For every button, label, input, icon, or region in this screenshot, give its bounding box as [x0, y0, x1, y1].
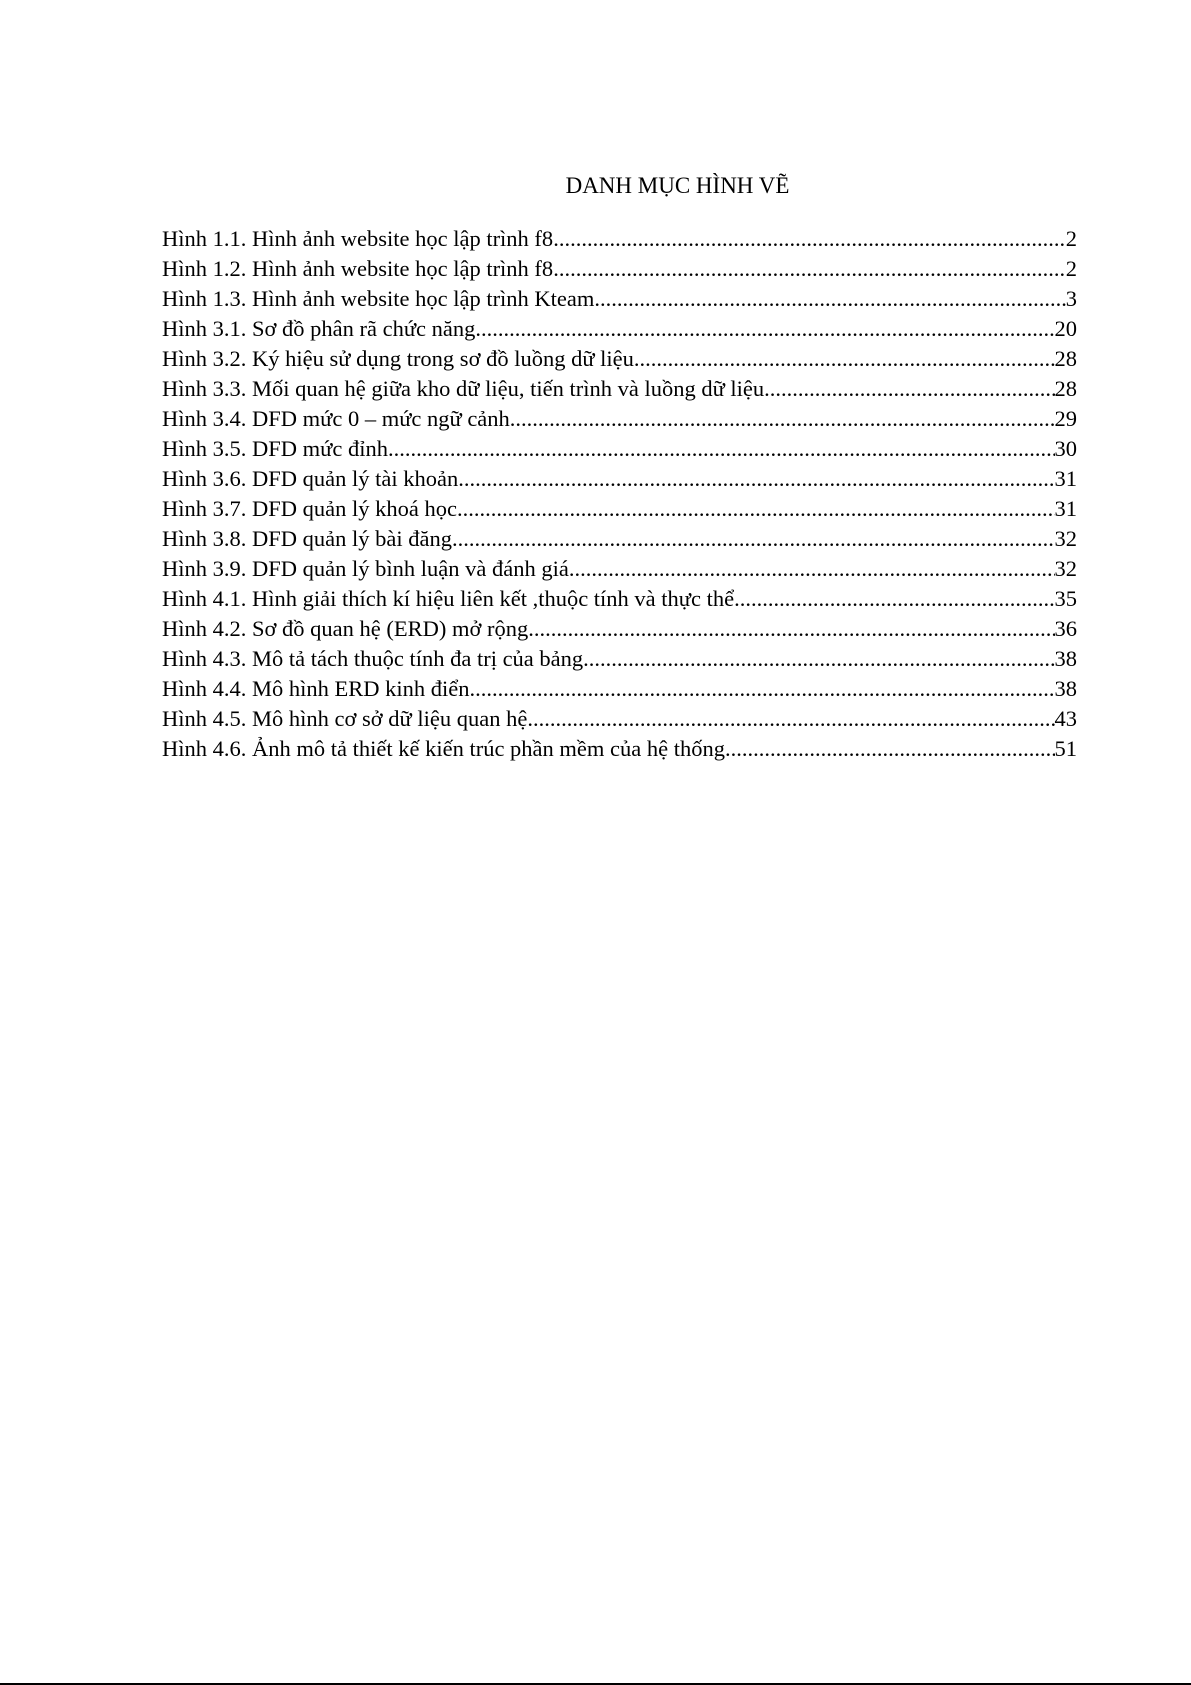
entry-label: Hình 4.2. Sơ đồ quan hệ (ERD) mở rộng — [162, 616, 529, 641]
list-item — [162, 284, 1077, 314]
entry-label: Hình 3.4. DFD mức 0 – mức ngữ cảnh — [162, 406, 510, 431]
dot-leader — [458, 464, 1054, 494]
list-item — [162, 524, 1077, 554]
list-item — [162, 584, 1077, 614]
entry-label: Hình 4.1. Hình giải thích kí hiệu liên kết ,thuộc tính và thực thể — [162, 586, 735, 611]
dot-leader — [457, 494, 1055, 524]
entry-page-number: 2 — [1065, 226, 1077, 251]
entry-label: Hình 3.9. DFD quản lý bình luận và đánh giá — [162, 556, 569, 581]
entry-page-number: 29 — [1054, 406, 1077, 431]
entry-label: Hình 4.5. Mô hình cơ sở dữ liệu quan hệ — [162, 706, 528, 731]
dot-leader — [764, 374, 1054, 404]
list-item — [162, 674, 1077, 704]
dot-leader — [594, 284, 1065, 314]
list-item — [162, 614, 1077, 644]
dot-leader — [734, 584, 1054, 614]
entry-page-number: 38 — [1054, 646, 1077, 671]
list-item — [162, 434, 1077, 464]
entry-label: Hình 4.3. Mô tả tách thuộc tính đa trị của bảng — [162, 646, 584, 671]
entry-label: Hình 4.6. Ảnh mô tả thiết kế kiến trúc phần mềm của hệ thống — [162, 736, 725, 761]
entry-label: Hình 3.6. DFD quản lý tài khoản — [162, 466, 459, 491]
dot-leader — [528, 614, 1054, 644]
dot-leader — [553, 224, 1066, 254]
entry-page-number: 32 — [1054, 556, 1077, 581]
entry-page-number: 31 — [1054, 496, 1077, 521]
list-item — [162, 554, 1077, 584]
list-item — [162, 734, 1077, 764]
entry-page-number: 36 — [1054, 616, 1077, 641]
list-item — [162, 314, 1077, 344]
dot-leader — [725, 734, 1055, 764]
entry-label: Hình 1.3. Hình ảnh website học lập trình Kteam — [162, 286, 595, 311]
list-item — [162, 374, 1077, 404]
entry-label: Hình 3.8. DFD quản lý bài đăng — [162, 526, 452, 551]
figure-list — [162, 224, 1077, 764]
entry-page-number: 31 — [1054, 466, 1077, 491]
dot-leader — [388, 434, 1055, 464]
entry-label: Hình 3.5. DFD mức đỉnh — [162, 436, 388, 461]
list-item — [162, 254, 1077, 284]
dot-leader — [583, 644, 1054, 674]
entry-page-number: 30 — [1054, 436, 1077, 461]
dot-leader — [510, 404, 1055, 434]
entry-page-number: 38 — [1054, 676, 1077, 701]
list-item — [162, 464, 1077, 494]
entry-label: Hình 3.2. Ký hiệu sử dụng trong sơ đồ luồng dữ liệu — [162, 346, 634, 371]
entry-label: Hình 1.1. Hình ảnh website học lập trình f8 — [162, 226, 554, 251]
list-item — [162, 224, 1077, 254]
entry-label: Hình 1.2. Hình ảnh website học lập trình f8 — [162, 256, 554, 281]
entry-page-number: 43 — [1054, 706, 1077, 731]
entry-page-number: 2 — [1065, 256, 1077, 281]
list-item — [162, 494, 1077, 524]
entry-page-number: 20 — [1054, 316, 1077, 341]
dot-leader — [470, 674, 1055, 704]
entry-page-number: 28 — [1054, 346, 1077, 371]
entry-label: Hình 3.1. Sơ đồ phân rã chức năng — [162, 316, 476, 341]
entry-page-number: 32 — [1054, 526, 1077, 551]
page-title: DANH MỤC HÌNH VẼ — [565, 173, 790, 198]
list-item — [162, 344, 1077, 374]
entry-page-number: 28 — [1054, 376, 1077, 401]
entry-label: Hình 3.7. DFD quản lý khoá học — [162, 496, 457, 521]
dot-leader — [553, 254, 1066, 284]
entry-label: Hình 4.4. Mô hình ERD kinh điển — [162, 676, 470, 701]
dot-leader — [452, 524, 1055, 554]
list-item — [162, 644, 1077, 674]
dot-leader — [475, 314, 1054, 344]
entry-page-number: 51 — [1054, 736, 1077, 761]
dot-leader — [527, 704, 1054, 734]
entry-label: Hình 3.3. Mối quan hệ giữa kho dữ liệu, tiến trình và luồng dữ liệu — [162, 376, 765, 401]
dot-leader — [634, 344, 1055, 374]
list-item — [162, 404, 1077, 434]
list-item — [162, 704, 1077, 734]
entry-page-number: 3 — [1065, 286, 1077, 311]
dot-leader — [569, 554, 1055, 584]
entry-page-number: 35 — [1054, 586, 1077, 611]
